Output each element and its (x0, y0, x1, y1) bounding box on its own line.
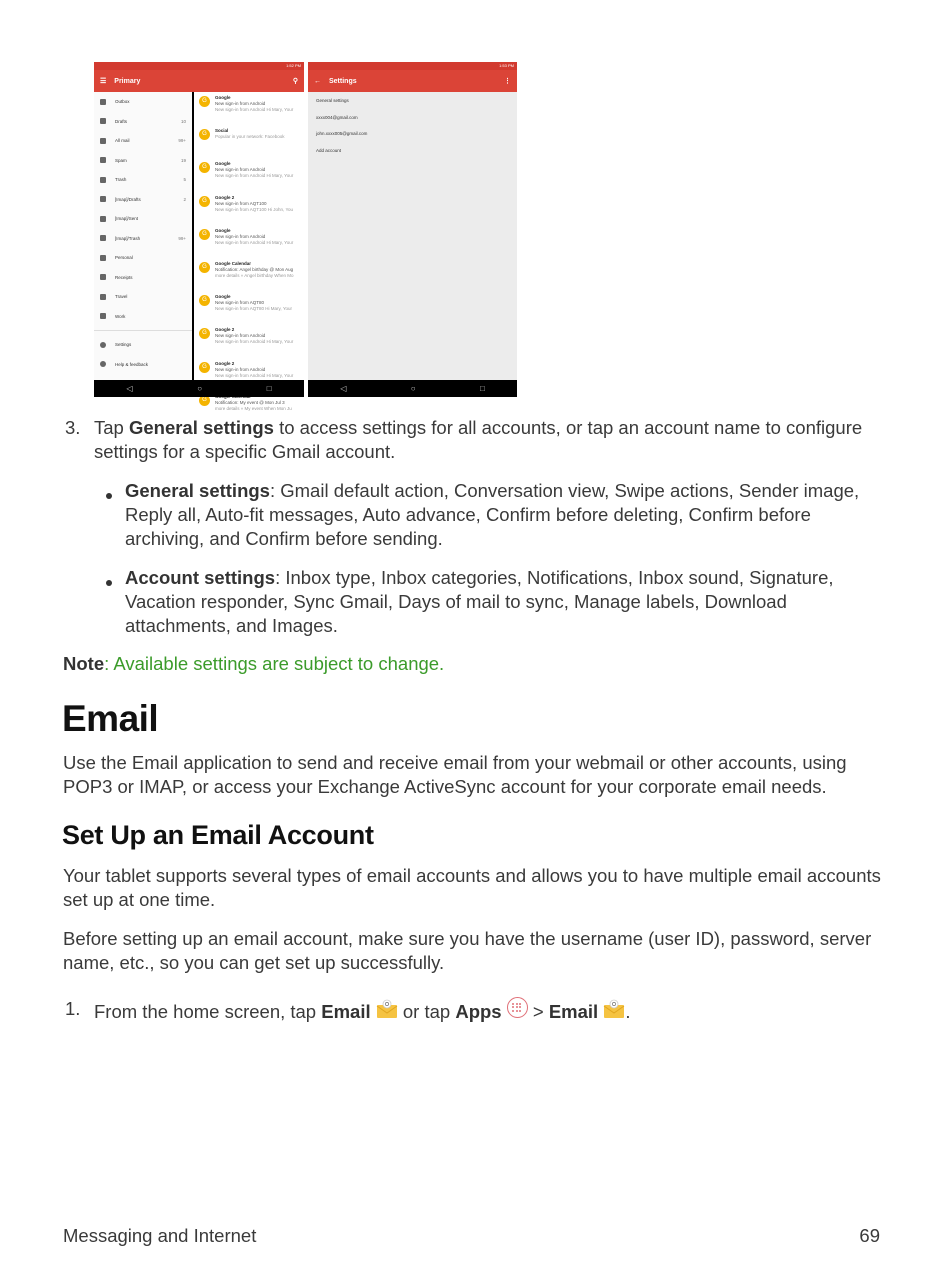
mail-row[interactable] (194, 225, 304, 258)
mail-row[interactable] (194, 258, 304, 291)
drawer-count: 2 (183, 196, 186, 202)
mail-subject: New sign-in from Android (215, 167, 266, 173)
step-3-rest: to access settings for all accounts, or tap an account name to configure settings for a specific Gmail account. (94, 417, 863, 462)
drawer-help[interactable] (94, 355, 192, 375)
settings-row[interactable]: Add account (316, 147, 342, 153)
drawer-count: 99+ (178, 235, 186, 241)
drawer-label: Personal (115, 255, 133, 261)
back-icon: ◁ (126, 384, 133, 393)
folder-icon (100, 157, 106, 163)
overflow-menu-icon: ⋮ (504, 78, 511, 85)
bullet-title: Account settings (125, 567, 276, 588)
step-1-gt: > (527, 1001, 549, 1022)
sender-avatar: G (199, 262, 210, 273)
folder-icon (100, 235, 106, 241)
note (63, 652, 444, 676)
mail-snippet: Popular in your network: Facebook (215, 134, 285, 140)
bullet-text: : Gmail default action, Conversation view, Swipe actions, Sender image, Reply all, Auto-fit messages, Auto advance, Confirm before deleting, Confirm before archiving, and Confirm before sending. (125, 480, 860, 549)
heading-email: Email (62, 698, 159, 739)
drawer-label: [Imap]/Drafts (115, 196, 141, 202)
drawer-item[interactable] (94, 151, 192, 171)
settings-list (308, 92, 517, 380)
mail-row[interactable] (194, 192, 304, 225)
sender-avatar: G (199, 96, 210, 107)
drawer-count: 99+ (178, 138, 186, 144)
home-icon: ○ (410, 384, 416, 393)
sender-avatar: G (199, 362, 210, 373)
mail-sender: Google 2 (215, 360, 235, 366)
folder-icon (100, 138, 106, 144)
drawer-label: Receipts (115, 274, 133, 280)
menu-icon: ☰ (100, 78, 107, 85)
sender-avatar: G (199, 196, 210, 207)
drawer-count: 5 (183, 177, 186, 183)
page-number: 69 (859, 1225, 880, 1246)
home-icon: ○ (197, 384, 203, 393)
mail-snippet: more details » Angel birthday When Mo (215, 272, 294, 278)
mail-snippet: New sign-in from Android Hi Mary, Your (215, 107, 294, 112)
step-3-number: 3. (65, 417, 81, 438)
drawer-item[interactable] (94, 170, 192, 190)
drawer-count: 10 (180, 118, 186, 124)
step-3-text (94, 416, 894, 464)
mail-snippet: New sign-in from Android Hi Mary, Your (215, 372, 294, 378)
drawer-label: Help & feedback (115, 361, 149, 367)
folder-icon (100, 216, 106, 222)
note-text: : Available settings are subject to change. (104, 653, 445, 674)
drawer-label: Trash (115, 177, 127, 183)
step-1-pre: From the home screen, tap (94, 1001, 322, 1022)
drawer-label: Spam (115, 157, 127, 163)
drawer-label: [Imap]/Sent (115, 216, 139, 222)
folder-icon (100, 255, 106, 261)
bullet-dot (106, 580, 112, 586)
drawer-item[interactable] (94, 307, 192, 327)
email-label: Email (321, 1001, 371, 1022)
mail-snippet: New sign-in from AQT100 Hi John, You (215, 206, 294, 212)
mail-snippet: New sign-in from Android Hi Mary, Your (215, 339, 294, 345)
folder-icon (100, 274, 106, 280)
android-nav-bar (308, 380, 517, 397)
mail-subject: Notification: Angel birthday @ Mon Aug (215, 266, 294, 272)
mail-row[interactable] (194, 92, 304, 125)
mail-list (194, 92, 304, 411)
bullet-text: : Inbox type, Inbox categories, Notifications, Inbox sound, Signature, Vacation responder, Sync Gmail, Days of mail to sync, Manage labels, Download attachments, and Images. (125, 567, 834, 636)
drawer-item[interactable] (94, 190, 192, 210)
folder-icon (100, 99, 106, 105)
drawer-count: 19 (180, 157, 186, 163)
gear-icon (100, 342, 106, 348)
settings-app-bar (308, 70, 517, 92)
sender-avatar: G (199, 162, 210, 173)
drawer-label: Drafts (115, 118, 128, 124)
help-icon (100, 361, 106, 367)
sender-avatar: G (199, 328, 210, 339)
mail-sender: Google (215, 294, 231, 300)
drawer-item[interactable] (94, 131, 192, 151)
mail-row[interactable] (194, 291, 304, 324)
drawer-item[interactable] (94, 287, 192, 307)
mail-row[interactable] (194, 158, 304, 191)
search-icon: ⚲ (292, 78, 298, 85)
recents-icon: □ (266, 384, 272, 393)
apps-icon (507, 997, 528, 1018)
bullet-account-settings (125, 566, 885, 638)
mail-subject: New sign-in from AQT100 (215, 200, 267, 206)
step-1-text (94, 997, 630, 1024)
mail-subject: New sign-in from Android (215, 333, 266, 339)
folder-icon (100, 118, 106, 124)
email-intro: Use the Email application to send and receive email from your webmail or other accounts, using POP3 or IMAP, or access your Exchange ActiveSync account for your corporate email needs. (63, 752, 847, 797)
mail-snippet: more details » My event When Mon Ju (215, 405, 292, 411)
mail-row[interactable] (194, 125, 304, 158)
email-app-icon (376, 999, 398, 1017)
drawer-label: Travel (115, 294, 128, 300)
sender-avatar: G (199, 395, 210, 406)
settings-screenshot (308, 62, 517, 397)
back-arrow-icon: ← (314, 77, 321, 85)
general-settings-link: General settings (128, 417, 274, 438)
drawer-item[interactable] (94, 112, 192, 132)
sender-avatar: G (199, 129, 210, 140)
settings-row[interactable]: john.xxxx005@gmail.com (316, 131, 368, 136)
bullet-dot (106, 493, 112, 499)
bullet-title: General settings (125, 480, 270, 501)
gmail-app-bar (94, 70, 304, 92)
mail-snippet: New sign-in from Android Hi Mary, Your (215, 239, 294, 245)
step-3-pre: Tap (94, 417, 129, 438)
drawer-label: Outbox (115, 99, 130, 105)
mail-subject: New sign-in from Android (215, 101, 266, 106)
sender-avatar: G (199, 229, 210, 240)
folder-icon (100, 177, 106, 183)
step-1-end: . (625, 1001, 631, 1022)
drawer-item[interactable] (94, 92, 192, 112)
drawer-item[interactable] (94, 268, 192, 288)
drawer-item[interactable] (94, 209, 192, 229)
mail-sender: Google (215, 227, 231, 233)
drawer-divider (94, 330, 192, 331)
android-nav-bar (94, 380, 304, 397)
folder-icon (100, 294, 106, 300)
mail-subject: New sign-in from Android (215, 233, 266, 239)
email-label-2: Email (548, 1001, 599, 1022)
para-before-setup: Before setting up an email account, make sure you have the username (user ID), password, server name, etc., so you can get set up successfully. (63, 928, 872, 973)
settings-row[interactable]: xxxx004@gmail.com (316, 114, 358, 120)
mail-sender: Google 2 (215, 194, 235, 200)
mail-subject: Notification: My event @ Mon Jul 3 (215, 399, 285, 405)
back-icon: ◁ (340, 384, 347, 393)
drawer-item[interactable] (94, 229, 192, 249)
navigation-drawer (94, 92, 192, 380)
gmail-screenshot (94, 62, 304, 411)
drawer-label: Work (115, 313, 126, 319)
sender-avatar: G (199, 295, 210, 306)
drawer-settings[interactable] (94, 335, 192, 355)
mail-snippet: New sign-in from Android Hi Mary, Your (215, 173, 294, 179)
settings-title: Settings (329, 77, 357, 85)
recents-icon: □ (479, 384, 485, 393)
status-bar: 1:53 PM (308, 62, 517, 70)
email-app-icon (603, 999, 625, 1017)
apps-label: Apps (455, 1001, 502, 1022)
mail-sender: Social (215, 128, 229, 134)
drawer-item[interactable] (94, 248, 192, 268)
mail-subject: New sign-in from AQT80 (215, 300, 265, 306)
mail-row[interactable] (194, 324, 304, 357)
folder-icon (100, 313, 106, 319)
mail-sender: Google Calendar (215, 260, 252, 266)
settings-row[interactable]: General settings (316, 98, 349, 103)
mail-sender: Google (215, 161, 231, 167)
mail-snippet: New sign-in from AQT80 Hi Mary, Your (215, 306, 292, 312)
step-1-number: 1. (65, 998, 81, 1019)
gmail-title: Primary (114, 77, 141, 85)
mail-sender: Google 2 (215, 327, 235, 333)
mail-subject: New sign-in from Android (215, 366, 266, 372)
para-account-types: Your tablet supports several types of email accounts and allows you to have multiple email accounts set up at one time. (63, 865, 881, 910)
folder-icon (100, 196, 106, 202)
note-label: Note (63, 653, 105, 674)
status-bar: 1:52 PM (94, 62, 304, 70)
drawer-label: [Imap]/Trash (115, 235, 141, 241)
heading-setup: Set Up an Email Account (62, 820, 374, 850)
bullet-general-settings (125, 479, 885, 551)
footer-section: Messaging and Internet (63, 1225, 257, 1246)
drawer-label: Settings (115, 342, 132, 348)
drawer-label: All mail (115, 138, 130, 144)
step-1-mid: or tap (397, 1001, 456, 1022)
mail-sender: Google (215, 95, 231, 100)
